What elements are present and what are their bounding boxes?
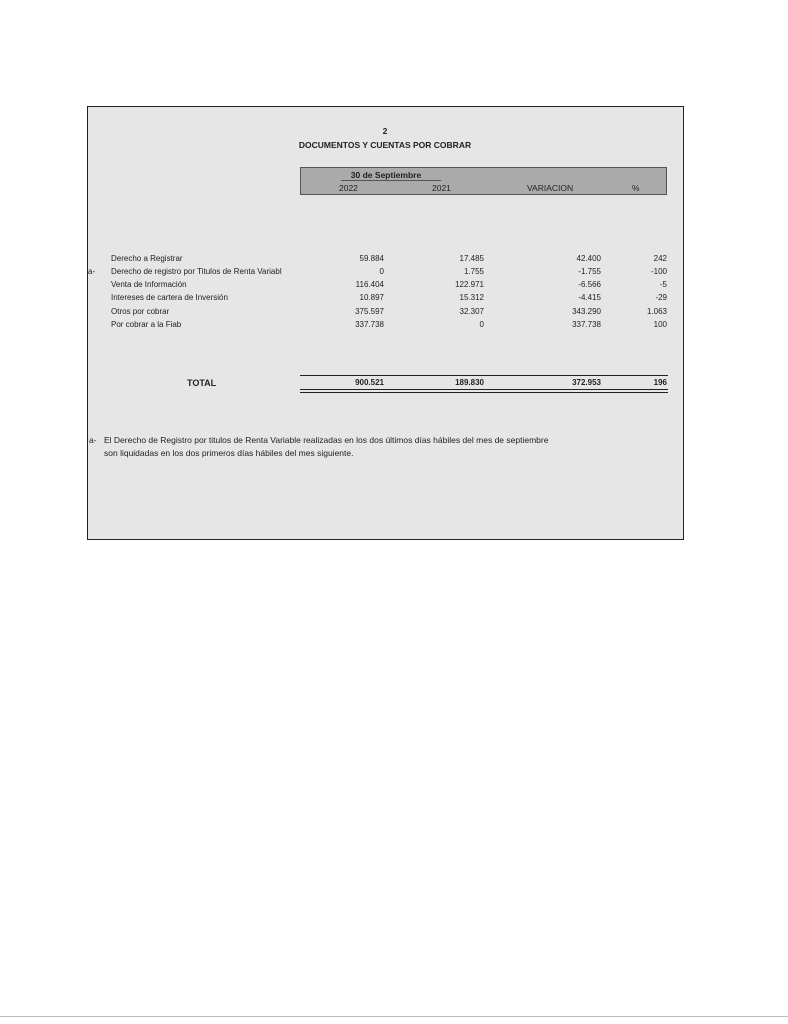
row-label: Por cobrar a la Fiab <box>111 320 182 329</box>
row-mark: a- <box>88 267 96 276</box>
footnote-line-1: El Derecho de Registro por titulos de Renta Variable realizadas en los dos últimos días hábiles del mes de septiembre <box>104 435 549 445</box>
row-variation: -6.566 <box>578 280 601 289</box>
row-2022: 375.597 <box>355 307 384 316</box>
total-double-rule <box>300 392 668 393</box>
row-2021: 122.971 <box>455 280 484 289</box>
row-pct: 1.063 <box>646 307 667 316</box>
row-label: Intereses de cartera de Inversión <box>111 293 228 302</box>
table-row <box>0 307 788 319</box>
row-variation: 42.400 <box>576 254 601 263</box>
row-pct: -100 <box>650 267 667 276</box>
total-2021: 189.830 <box>455 378 484 387</box>
table-row <box>0 280 788 292</box>
row-pct: -5 <box>659 280 667 289</box>
note-number: 2 <box>382 126 388 136</box>
row-2021: 15.312 <box>459 293 484 302</box>
total-variation: 372.953 <box>572 378 601 387</box>
note-title: DOCUMENTOS Y CUENTAS POR COBRAR <box>298 140 472 150</box>
row-2022: 59.884 <box>359 254 384 263</box>
footnote-mark: a- <box>89 435 97 445</box>
header-period-underline <box>341 180 441 181</box>
row-pct: 242 <box>653 254 667 263</box>
row-variation: -1.755 <box>578 267 601 276</box>
row-2021: 0 <box>479 320 484 329</box>
row-label: Venta de Información <box>111 280 187 289</box>
row-2021: 32.307 <box>459 307 484 316</box>
row-2022: 116.404 <box>355 280 384 289</box>
header-variation: VARIACION <box>527 183 574 193</box>
table-header <box>300 167 667 195</box>
total-label: TOTAL <box>187 378 217 388</box>
row-label: Otros por cobrar <box>111 307 170 316</box>
table-row <box>0 320 788 332</box>
header-period: 30 de Septiembre <box>350 170 422 180</box>
row-variation: 337.738 <box>572 320 601 329</box>
table-row <box>0 254 788 266</box>
page-bottom-rule <box>0 1016 788 1017</box>
total-pct: 196 <box>653 378 667 387</box>
row-2021: 1.755 <box>463 267 484 276</box>
footnote-line-2: son liquidadas en los dos primeros días hábiles del mes siguiente. <box>104 448 354 458</box>
header-pct: % <box>632 183 640 193</box>
row-2022: 337.738 <box>355 320 384 329</box>
row-pct: -29 <box>655 293 667 302</box>
table-row <box>0 293 788 305</box>
header-2021: 2021 <box>432 183 451 193</box>
total-bottom-rule <box>300 389 668 390</box>
table-row <box>0 267 788 279</box>
row-pct: 100 <box>653 320 667 329</box>
row-2022: 0 <box>379 267 384 276</box>
total-2022: 900.521 <box>355 378 384 387</box>
row-label: Derecho a Registrar <box>111 254 183 263</box>
row-2022: 10.897 <box>359 293 384 302</box>
total-top-rule <box>300 375 668 376</box>
row-variation: 343.290 <box>572 307 601 316</box>
row-variation: -4.415 <box>578 293 601 302</box>
row-2021: 17.485 <box>459 254 484 263</box>
row-label: Derecho de registro por Titulos de Renta Variabl <box>111 267 282 276</box>
header-2022: 2022 <box>339 183 358 193</box>
